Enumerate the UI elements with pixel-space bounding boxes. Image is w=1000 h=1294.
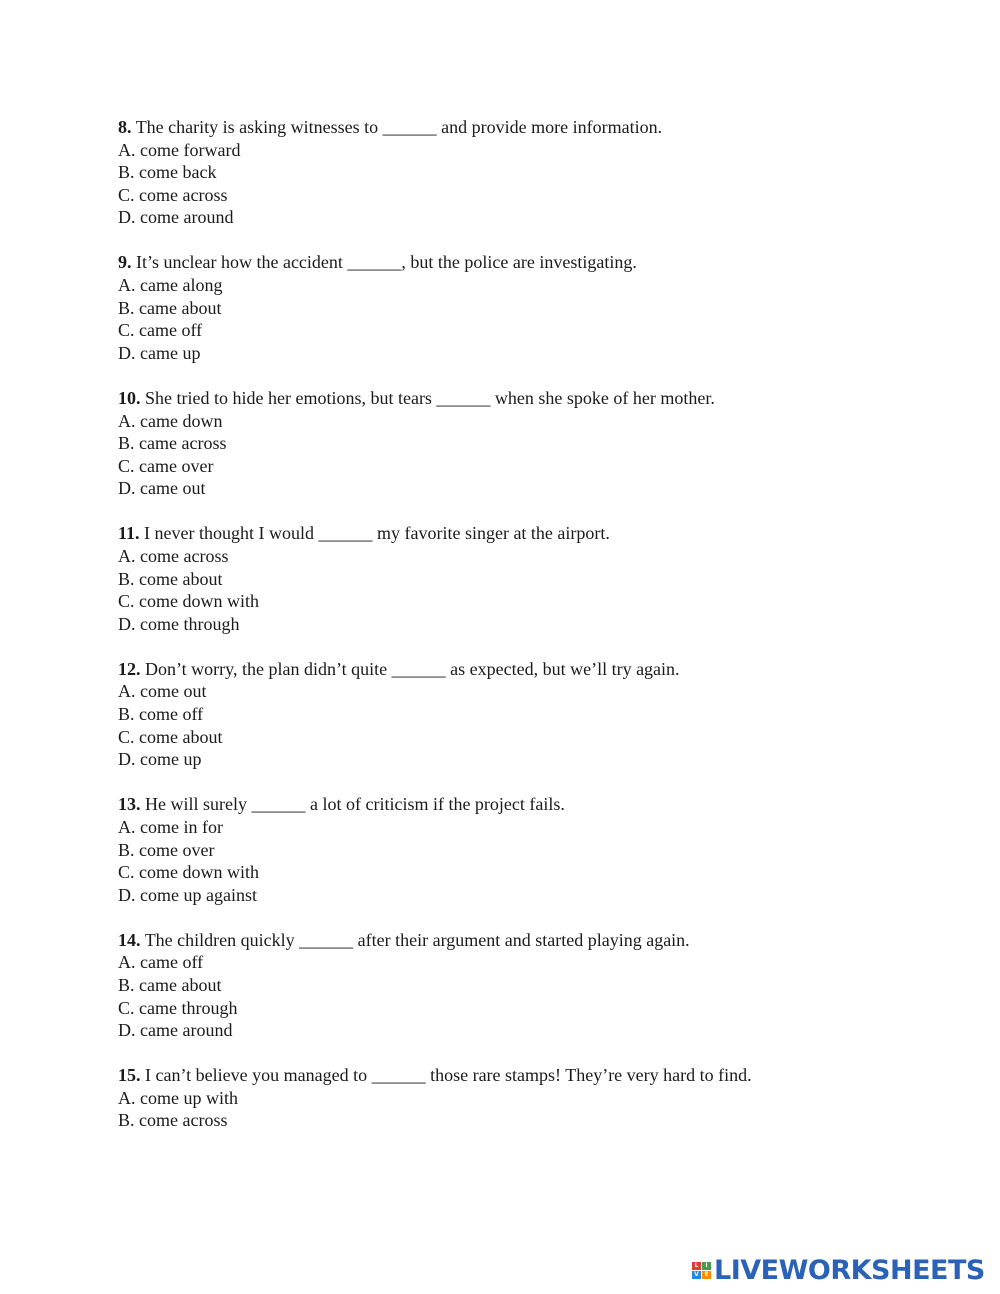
answer-option[interactable]: C. came off xyxy=(118,320,203,341)
answer-option[interactable]: D. came up xyxy=(118,342,201,363)
question-10 xyxy=(118,387,918,500)
question-text: The charity is asking witnesses to ______ and provide more information. xyxy=(135,117,663,137)
liveworksheets-logo xyxy=(692,1253,985,1287)
answer-option[interactable]: C. come down with xyxy=(118,591,259,612)
question-number: 12. xyxy=(118,658,141,679)
logo-mark-cell: V xyxy=(692,1271,701,1279)
answer-option[interactable]: C. come down with xyxy=(118,862,259,883)
answer-option[interactable]: B. come about xyxy=(118,568,223,589)
question-13 xyxy=(118,793,918,906)
question-text: She tried to hide her emotions, but tears ______ when she spoke of her mother. xyxy=(145,387,715,408)
answer-option[interactable]: D. come around xyxy=(118,207,234,228)
answer-option[interactable]: D. came around xyxy=(118,1020,233,1041)
answer-option[interactable]: C. come across xyxy=(118,184,228,205)
question-stem xyxy=(118,251,918,274)
logo-mark-cell: I xyxy=(702,1262,711,1270)
answer-option[interactable]: C. came over xyxy=(118,455,214,476)
question-stem xyxy=(118,116,918,139)
answer-option[interactable]: A. came down xyxy=(118,410,223,431)
question-number: 13. xyxy=(118,794,141,815)
question-12 xyxy=(118,658,918,771)
answer-option[interactable]: A. come across xyxy=(118,546,229,566)
question-number: 11. xyxy=(118,523,140,544)
answer-option[interactable]: A. come up with xyxy=(118,1087,238,1108)
question-text: I can’t believe you managed to ______ those rare stamps! They’re very hard to find. xyxy=(145,1065,752,1086)
question-stem xyxy=(118,1064,918,1087)
answer-option[interactable]: B. come off xyxy=(118,704,204,725)
question-stem xyxy=(118,658,918,681)
question-text: It’s unclear how the accident ______, but the police are investigating. xyxy=(136,252,637,273)
answer-option[interactable]: B. came about xyxy=(118,975,222,995)
question-stem xyxy=(118,522,918,545)
question-stem xyxy=(118,929,918,952)
question-list xyxy=(118,116,918,1155)
logo-mark-icon xyxy=(692,1262,711,1279)
answer-option[interactable]: A. come forward xyxy=(118,139,241,160)
answer-option[interactable]: D. came out xyxy=(118,478,206,499)
answer-option[interactable]: B. came across xyxy=(118,433,227,454)
question-stem xyxy=(118,793,918,816)
answer-option[interactable]: A. came along xyxy=(118,275,223,296)
question-number: 15. xyxy=(118,1065,141,1086)
question-number: 10. xyxy=(118,387,141,408)
answer-option[interactable]: D. come up against xyxy=(118,884,257,905)
answer-option[interactable]: A. come in for xyxy=(118,816,223,837)
question-number: 14. xyxy=(118,929,141,950)
question-text: Don’t worry, the plan didn’t quite ______ as expected, but we’ll try again. xyxy=(145,658,680,679)
question-number: 8. xyxy=(118,117,132,137)
answer-option[interactable]: C. came through xyxy=(118,997,238,1018)
answer-option[interactable]: B. come back xyxy=(118,162,217,183)
answer-option[interactable]: A. come out xyxy=(118,681,207,702)
question-11 xyxy=(118,522,918,635)
answer-option[interactable]: D. come through xyxy=(118,613,240,634)
question-14 xyxy=(118,929,918,1042)
logo-mark-cell: E xyxy=(702,1271,711,1279)
answer-option[interactable]: A. came off xyxy=(118,952,204,973)
question-15 xyxy=(118,1064,918,1132)
question-text: The children quickly ______ after their argument and started playing again. xyxy=(144,929,690,950)
question-text: I never thought I would ______ my favorite singer at the airport. xyxy=(144,523,610,544)
logo-mark-cell: L xyxy=(692,1262,701,1270)
question-8 xyxy=(118,116,918,229)
question-9 xyxy=(118,251,918,364)
answer-option[interactable]: D. come up xyxy=(118,749,202,770)
answer-option[interactable]: C. come about xyxy=(118,726,223,747)
question-text: He will surely ______ a lot of criticism if the project fails. xyxy=(145,794,565,815)
question-stem xyxy=(118,387,918,410)
question-number: 9. xyxy=(118,252,132,273)
logo-text: LIVEWORKSHEETS xyxy=(714,1254,985,1286)
answer-option[interactable]: B. come across xyxy=(118,1110,228,1131)
answer-option[interactable]: B. come over xyxy=(118,839,215,860)
answer-option[interactable]: B. came about xyxy=(118,297,222,318)
